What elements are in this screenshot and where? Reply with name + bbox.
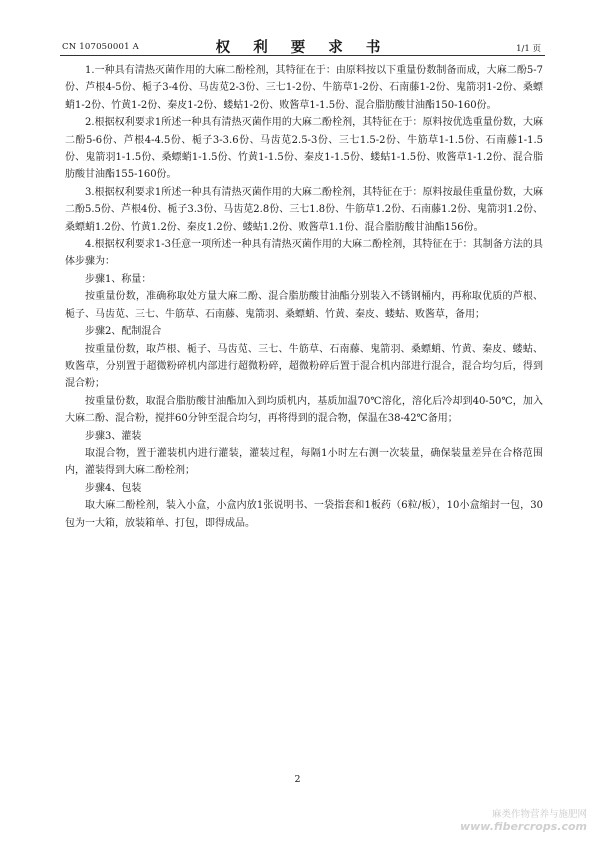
step-3-title: 步骤3、灌装 — [85, 430, 142, 442]
watermark-url: www.fibercrops.com — [459, 820, 587, 833]
step-4-paragraph: 取大麻二酚栓剂，装入小盒，小盒内放1张说明书、一袋指套和1板药（6粒/板），10小盒缩封一包，30包为一大箱，放装箱单、打包，即得成品。 — [65, 500, 543, 529]
site-watermark — [460, 809, 587, 833]
claim-4: 4.根据权利要求1-3任意一项所述一种具有清热灭菌作用的大麻二酚栓剂，其特征在于：其制备方法的具体步骤为： — [65, 239, 543, 268]
step-2-paragraph: 按重量份数，取芦根、栀子、马齿苋、三七、牛筋草、石南藤、鬼箭羽、桑螵蛸、竹黄、秦皮、蝼蛄、败酱草，分别置于超微粉碎机内部进行超微粉碎，超微粉碎后置于混合机内部进行混合，混合均匀后，得到混合粉； — [65, 343, 543, 390]
step-2-paragraph: 按重量份数，取混合脂肪酸甘油酯加入到均质机内，基质加温70℃溶化，溶化后冷却到40-50℃，加入大麻二酚、混合粉，搅拌60分钟至混合均匀，再将得到的混合物，保温在38-42℃备用； — [65, 395, 543, 425]
page-number: 2 — [294, 774, 301, 785]
step-2-title: 步骤2、配制混合 — [85, 326, 162, 338]
step-1-paragraph: 按重量份数，准确称取处方量大麻二酚、混合脂肪酸甘油酯分别装入不锈钢桶内，再称取优质的芦根、栀子、马齿苋、三七、牛筋草、石南藤、鬼箭羽、桑螵蛸、竹黄、秦皮、蝼蛄、败酱草，备用； — [65, 291, 543, 320]
claim-1: 1.一种具有清热灭菌作用的大麻二酚栓剂，其特征在于：由原料按以下重量份数制备而成，大麻二酚5-7份、芦根4-5份、栀子3-4份、马齿苋2-3份、三七1-2份、牛筋草1-2份、石南藤1-2份、鬼箭羽1-2份、桑螵蛸1-2份、竹黄1-2份、秦皮1-2份、蝼蛄1-2份、败酱草1-1.5份、混合脂肪酸甘油酯150-160份。 — [65, 65, 543, 111]
page-header — [60, 33, 545, 55]
header-divider — [60, 55, 545, 56]
claim-3: 3.根据权利要求1所述一种具有清热灭菌作用的大麻二酚栓剂，其特征在于：原料按最佳重量份数，大麻二酚5.5份、芦根4份、栀子3.3份、马齿苋2.8份、三七1.8份、牛筋草1.2份、石南藤1.2份、鬼箭羽1.2份、桑螵蛸1.2份、竹黄1.2份、秦皮1.2份、蝼蛄1.2份、败酱草1.1份、混合脂肪酸甘油酯156份。 — [65, 186, 543, 233]
claims-body — [65, 62, 543, 532]
step-4-title: 步骤4、包装 — [85, 482, 142, 494]
page-count: 1/1 页 — [516, 44, 541, 54]
publication-number: CN 107050001 A — [62, 42, 139, 52]
step-3-paragraph: 取混合物，置于灌装机内进行灌装，灌装过程，每隔1小时左右测一次装量，确保装量差异在合格范围内，灌装得到大麻二酚栓剂； — [65, 447, 543, 477]
claim-2: 2.根据权利要求1所述一种具有清热灭菌作用的大麻二酚栓剂，其特征在于：原料按优选重量份数，大麻二酚5-6份、芦根4-4.5份、栀子3-3.6份、马齿苋2.5-3份、三七1.5-2份、牛筋草1-1.5份、石南藤1-1.5份、鬼箭羽1-1.5份、桑螵蛸1-1.5份、竹黄1-1.5份、秦皮1-1.5份、蝼蛄1-1.5份、败酱草1-1.2份、混合脂肪酸甘油酯155-160份。 — [65, 117, 543, 181]
step-1-title: 步骤1、称量： — [85, 273, 152, 285]
document-title: 权 利 要 求 书 — [215, 39, 390, 56]
watermark-cn-text: 麻类作物营养与施肥网 — [491, 809, 587, 820]
